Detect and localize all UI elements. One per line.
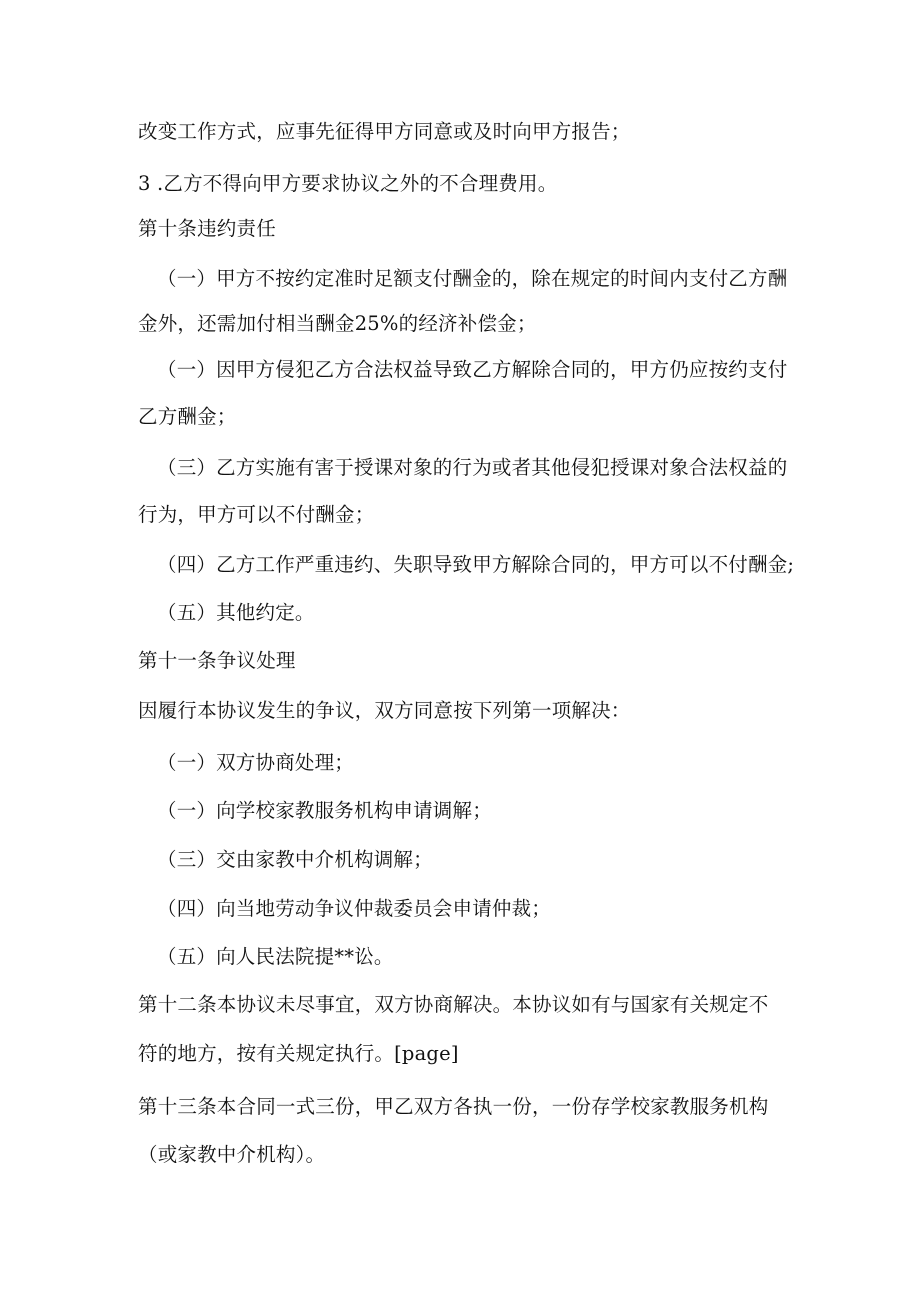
list-item: （一）双方协商处理； [157,751,355,774]
section-heading: 第十三条本合同一式三份，甲乙双方各执一份，一份存学校家教服务机构 [138,1095,769,1118]
text-line: 金外，还需加付相当酬金25%的经济补偿金； [138,312,537,335]
text-line: 行为，甲方可以不付酬金； [138,503,375,526]
section-heading: 第十条违约责任 [138,217,276,240]
text-line: （四）乙方工作严重违约、失职导致甲方解除合同的，甲方可以不付酬金; [157,553,795,576]
text-line: （五）其他约定。 [157,601,315,624]
text-line: （或家教中介机构）。 [138,1143,326,1166]
text-line: 符的地方，按有关规定执行。[page] [138,1042,459,1065]
list-item: （三）交由家教中介机构调解； [157,848,433,871]
text-line: 乙方酬金； [138,405,237,428]
list-item: （四）向当地劳动争议仲裁委员会申请仲裁； [157,897,552,920]
text-line: （一）甲方不按约定准时足额支付酬金的，除在规定的时间内支付乙方酬 [157,267,788,290]
text-line: （一）因甲方侵犯乙方合法权益导致乙方解除合同的，甲方仍应按约支付 [157,358,788,381]
list-item: （一）向学校家教服务机构申请调解； [157,799,492,822]
section-heading: 第十二条本协议未尽事宜，双方协商解决。本协议如有与国家有关规定不 [138,993,769,1016]
text-line: 3 .乙方不得向甲方要求协议之外的不合理费用。 [138,172,558,195]
text-line: 因履行本协议发生的争议，双方同意按下列第一项解决： [138,699,631,722]
text-line: （三）乙方实施有害于授课对象的行为或者其他侵犯授课对象合法权益的 [157,456,788,479]
text-line: 改变工作方式，应事先征得甲方同意或及时向甲方报告； [138,120,631,143]
list-item: （五）向人民法院提**讼。 [157,945,394,968]
section-heading: 第十一条争议处理 [138,649,296,672]
